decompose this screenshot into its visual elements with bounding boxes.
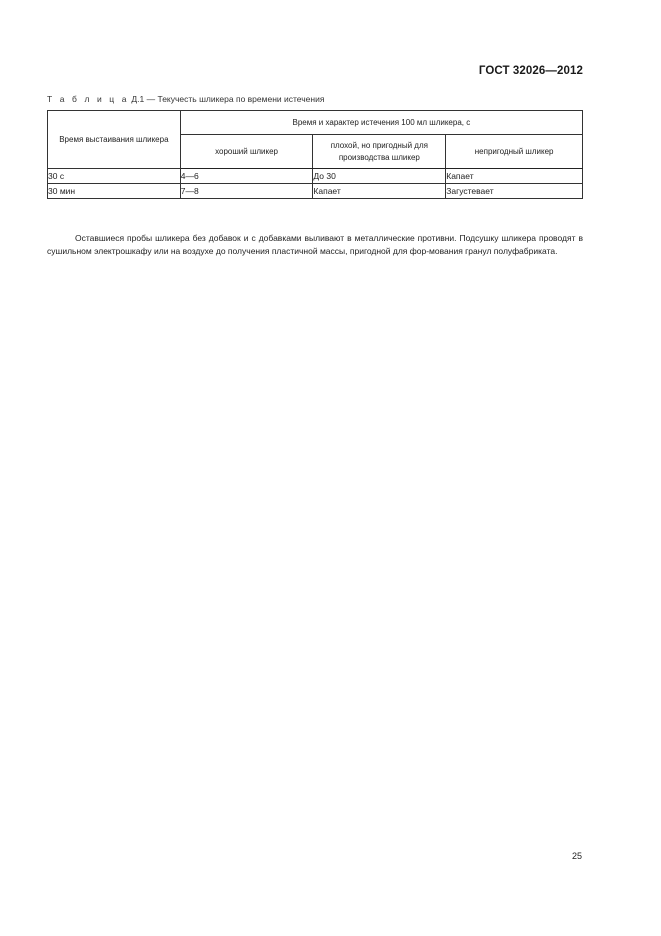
document-standard-code: ГОСТ 32026—2012 — [478, 65, 583, 77]
table-caption-label: Т а б л и ц а — [47, 94, 130, 104]
table-cell: 4—6 — [180, 169, 313, 184]
table-cell: Капает — [446, 169, 583, 184]
header-flow-time-group: Время и характер истечения 100 мл шликера, с — [180, 111, 582, 135]
table-cell: До 30 — [313, 169, 446, 184]
page-number: 25 — [571, 851, 582, 861]
table-header-row — [48, 111, 583, 135]
table-row — [48, 184, 583, 199]
table-caption — [47, 94, 324, 104]
table-row — [48, 169, 583, 184]
subheader-unusable-slip: непригодный шликер — [446, 135, 583, 169]
subheader-good-slip: хороший шликер — [180, 135, 313, 169]
table-cell: Загустевает — [446, 184, 583, 199]
table-cell: 7—8 — [180, 184, 313, 199]
flow-time-table — [47, 110, 583, 199]
table-cell: 30 мин — [48, 184, 181, 199]
body-paragraph: Оставшиеся пробы шликера без добавок и с добавками выливают в металлические противни. Подсушку шликера проводят в сушильном электрошкафу или на воздухе до получения пластичной массы, пригодной для фор-мования гранул полуфабриката. — [47, 232, 583, 256]
table-cell: 30 с — [48, 169, 181, 184]
table-cell: Капает — [313, 184, 446, 199]
table-caption-text: Д.1 — Текучесть шликера по времени истечения — [129, 94, 325, 104]
subheader-poor-slip: плохой, но пригодный для производства шликер — [313, 135, 446, 169]
header-standing-time: Время выстаивания шликера — [48, 111, 181, 169]
